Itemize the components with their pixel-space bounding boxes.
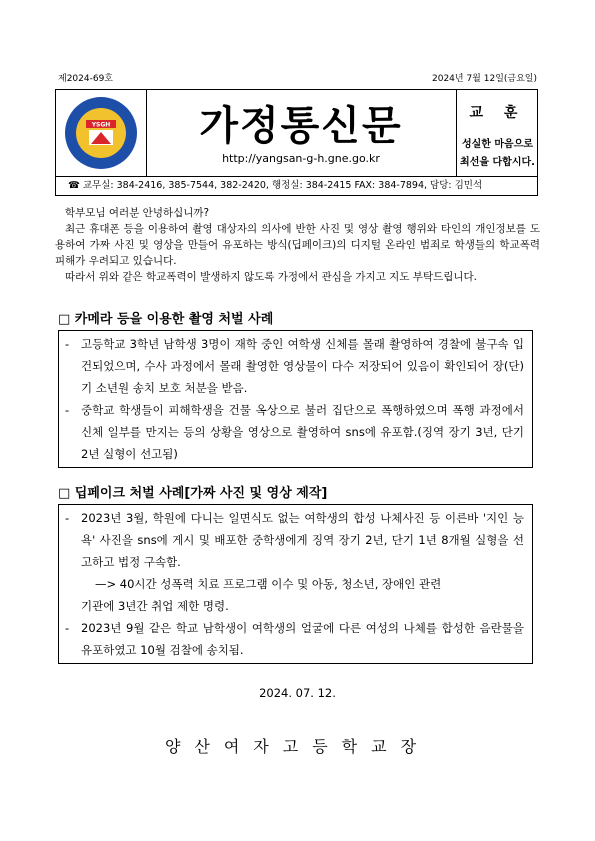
school-url[interactable]: http://yangsan-g-h.gne.go.kr (222, 152, 380, 165)
intro-greeting: 학부모님 여러분 안녕하십니까? (65, 207, 210, 219)
case-2-text: 중학교 학생들이 피해학생을 건물 옥상으로 불러 집단으로 폭행하였으며 폭행 과정에서 신체 일부를 만지는 등의 상황을 영상으로 촬영하여 sns에 유포함.(징역 장기 3년, 단기 2년 실형이 선고됨) (81, 403, 524, 461)
case-3-arrow-cont: 기관에 3년간 취업 제한 명령. (81, 599, 229, 613)
case-3-text: 2023년 3월, 학원에 다니는 일면식도 없는 여학생의 합성 나체사진 등 이른바 '지인 능욕' 사진을 sns에 게시 및 배포한 중학생에게 징역 장기 2년, 단기 1년 8개월 실형을 선고하고 법정 구속함. (81, 511, 524, 569)
contact-info: 교무실: 384-2416, 385-7544, 382-2420, 행정실: 384-2415 FAX: 384-7894, 담당: 김민석 (82, 180, 483, 191)
logo-cell (56, 90, 147, 176)
motto-line-1: 성실한 마음으로 (461, 139, 534, 150)
case-1-text: 고등학교 3학년 남학생 3명이 재학 중인 여학생 신체를 몰래 촬영하여 경찰에 불구속 입건되었으며, 수사 과정에서 몰래 촬영한 영상물이 다수 저장되어 있음이 확인되어 장(단)기 소년원 송치 보호 처분을 받음. (81, 337, 524, 395)
newsletter-title: 가정통신문 (199, 103, 403, 149)
motto-line-2: 최선을 다합시다. (460, 157, 535, 168)
letterhead (55, 89, 538, 196)
phone-icon: ☎ (68, 180, 83, 191)
motto-cell (456, 90, 538, 176)
document-date: 2024년 7월 12일(금요일) (432, 74, 537, 84)
section-1-box (58, 330, 533, 468)
school-logo (56, 90, 146, 176)
section-2-title: □ 딥페이크 처벌 사례[가짜 사진 및 영상 제작] (58, 486, 328, 501)
section-1-title: □ 카메라 등을 이용한 촬영 처벌 사례 (58, 312, 274, 327)
issue-date: 2024. 07. 12. (259, 686, 336, 700)
list-item: - 2023년 9월 같은 학교 남학생이 여학생의 얼굴에 다른 여성의 나체를 합성한 음란물을 유포하였고 10월 검찰에 송치됨. (65, 617, 524, 661)
intro-paragraph-1: 최근 휴대폰 등을 이용하여 촬영 대상자의 의사에 반한 사진 및 영상 촬영 행위와 타인의 개인정보를 도용하여 가짜 사진 및 영상을 만들어 유포하는 방식(딥페이크)의 디지털 온라인 범죄로 학생들의 학교폭력 피해가 우려되고 있습니다. (55, 223, 540, 267)
case-3-arrow-line: —> 40시간 성폭력 치료 프로그램 이수 및 아동, 청소년, 장애인 관련 (95, 577, 442, 591)
list-item: - 고등학교 3학년 남학생 3명이 재학 중인 여학생 신체를 몰래 촬영하여 경찰에 불구속 입건되었으며, 수사 과정에서 몰래 촬영한 영상물이 다수 저장되어 있음이 확인되어 장(단)기 소년원 송치 보호 처분을 받음. (65, 333, 524, 399)
motto-title: 교 훈 (469, 105, 526, 121)
list-item: - 중학교 학생들이 피해학생을 건물 옥상으로 불러 집단으로 폭행하였으며 폭행 과정에서 신체 일부를 만지는 등의 상황을 영상으로 촬영하여 sns에 유포함.(징역 장기 3년, 단기 2년 실형이 선고됨) (65, 399, 524, 465)
list-item: - 2023년 3월, 학원에 다니는 일면식도 없는 여학생의 합성 나체사진 등 이른바 '지인 능욕' 사진을 sns에 게시 및 배포한 중학생에게 징역 장기 2년, 단기 1년 8개월 실형을 선고하고 법정 구속함. (65, 507, 524, 573)
principal-signature: 양산여자고등학교장 (164, 737, 431, 756)
contact-bar (56, 176, 537, 195)
title-cell (146, 90, 456, 176)
document-number: 제2024-69호 (58, 74, 113, 84)
logo-text: YSGH (91, 121, 111, 129)
intro-paragraph-2: 따라서 위와 같은 학교폭력이 발생하지 않도록 가정에서 관심을 가지고 지도 부탁드립니다. (65, 271, 478, 283)
section-2-box (58, 504, 533, 664)
case-4-text: 2023년 9월 같은 학교 남학생이 여학생의 얼굴에 다른 여성의 나체를 합성한 음란물을 유포하였고 10월 검찰에 송치됨. (81, 621, 524, 657)
